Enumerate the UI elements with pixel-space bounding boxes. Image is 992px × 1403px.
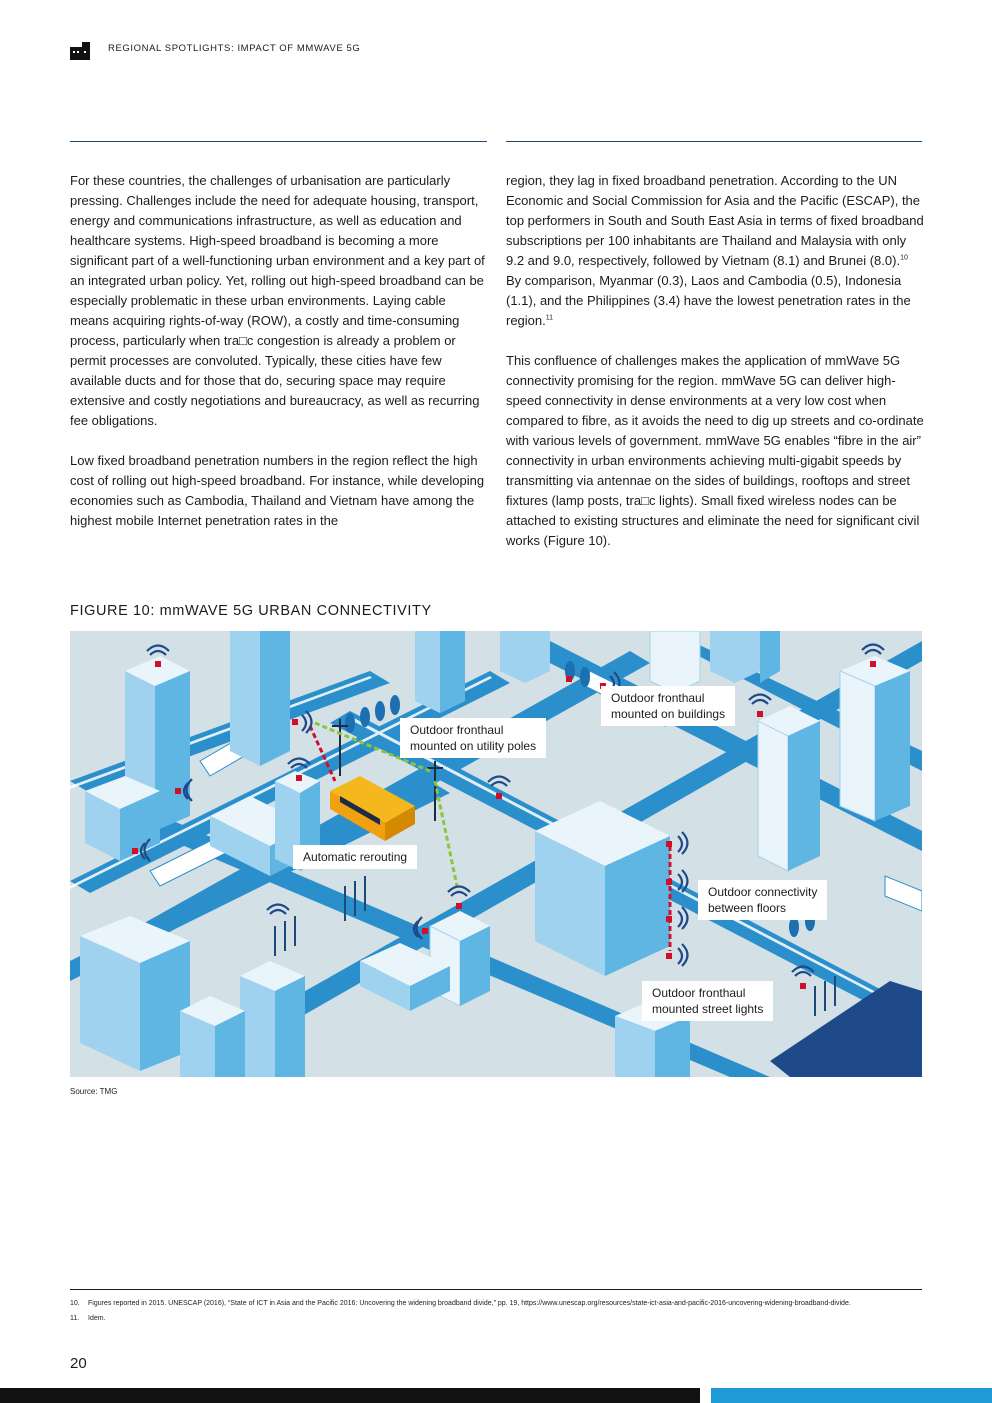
footnote-text[interactable]: Figures reported in 2015. UNESCAP (2016), “State of ICT in Asia and the Pacific 2016: Uncovering the widening broadband divide,” pp. 19, https://www.unescap.org/resources/state-ict-asia-and-pacific-2016-uncovering-widening-broadband-divide.: [88, 1300, 851, 1307]
footnote-divider: [70, 1289, 922, 1290]
body-column-right: [506, 171, 924, 551]
paragraph-text: By comparison, Myanmar (0.3), Laos and Cambodia (0.5), Indonesia (1.1), and the Philippines (3.4) have the lowest penetration rates in the region.: [506, 273, 911, 328]
footnote: [70, 1315, 106, 1322]
urban-connectivity-illustration: [70, 631, 922, 1077]
section-title: REGIONAL SPOTLIGHTS: IMPACT OF MMWAVE 5G: [108, 43, 361, 54]
column-divider-left: [70, 141, 487, 142]
figure-title: FIGURE 10: mmWAVE 5G URBAN CONNECTIVITY: [70, 603, 432, 619]
figure-source: Source: TMG: [70, 1087, 118, 1096]
footnote-number: 10.: [70, 1300, 80, 1307]
body-paragraph: For these countries, the challenges of urbanisation are particularly pressing. Challenges include the need for adequate housing, transport, energy and communications infrastructure, as well as education and healthcare systems. High-speed broadband is becoming a more significant part of a well-functioning urban environment and a key part of an integrated urban policy. Yet, rolling out high-speed broadband can be especially problematic in these urban environments. Laying cable means acquiring rights-of-way (ROW), a costly and time-consuming process, particularly when tra□c congestion is already a problem or permit processes are convoluted. Typically, these cities have few available ducts and for those that do, securing space may require extensive and costly negotiations and bureaucracy, as well as recurring fee obligations.: [70, 173, 485, 428]
callout-rerouting: Automatic rerouting: [293, 845, 417, 869]
building-tall-top: [230, 631, 290, 766]
column-divider-right: [506, 141, 922, 142]
body-paragraph: This confluence of challenges makes the application of mmWave 5G connectivity promising for the region. mmWave 5G can deliver high-speed connectivity in dense environments at a very low cost when compared to fibre, as it avoids the need to dig up streets and co-ordinate with various levels of government. mmWave 5G enables “fibre in the air” connectivity in urban environments achieving multi-gigabit speeds by transmitting via antennae on the sides of buildings, rooftops and street fixtures (lamp posts, tra□c lights). Small fixed wireless nodes can be attached to existing structures and eliminate the need for significant civil works (Figure 10).: [506, 353, 924, 548]
body-paragraph: Low fixed broadband penetration numbers in the region reflect the high cost of rolling out high-speed broadband. For instance, while developing economies such as Cambodia, Thailand and Vietnam have among the highest mobile Internet penetration rates in the: [70, 453, 485, 528]
callout-utility-poles: Outdoor fronthaul mounted on utility poles: [400, 718, 546, 758]
body-paragraph: [506, 171, 924, 331]
footer-bar-accent: [711, 1388, 992, 1403]
callout-buildings: Outdoor fronthaul mounted on buildings: [601, 686, 735, 726]
footnote-text: Idem.: [88, 1315, 106, 1322]
footnote-number: 11.: [70, 1315, 80, 1322]
city-map-illustration: [70, 631, 922, 1077]
footnote: [70, 1300, 851, 1307]
body-column-left: [70, 171, 488, 531]
paragraph-text: region, they lag in fixed broadband penetration. According to the UN Economic and Social Commission for Asia and the Pacific (ESCAP), the top performers in South and South East Asia in terms of fixed broadband subscriptions per 100 inhabitants are Thailand and Malaysia with only 9.2 and 9.0, respectively, followed by Vietnam (8.1) and Brunei (8.0).: [506, 173, 924, 268]
footnote-ref[interactable]: 10: [900, 254, 908, 262]
footer-bar-dark: [0, 1388, 700, 1403]
callout-street-lights: Outdoor fronthaul mounted street lights: [642, 981, 773, 1021]
page-number: 20: [70, 1355, 87, 1372]
building-block-icon: [70, 42, 90, 60]
building-large-center: [535, 801, 670, 976]
callout-between-floors: Outdoor connectivity between floors: [698, 880, 827, 920]
footnote-ref[interactable]: 11: [545, 314, 554, 322]
building-top-center: [415, 631, 465, 713]
